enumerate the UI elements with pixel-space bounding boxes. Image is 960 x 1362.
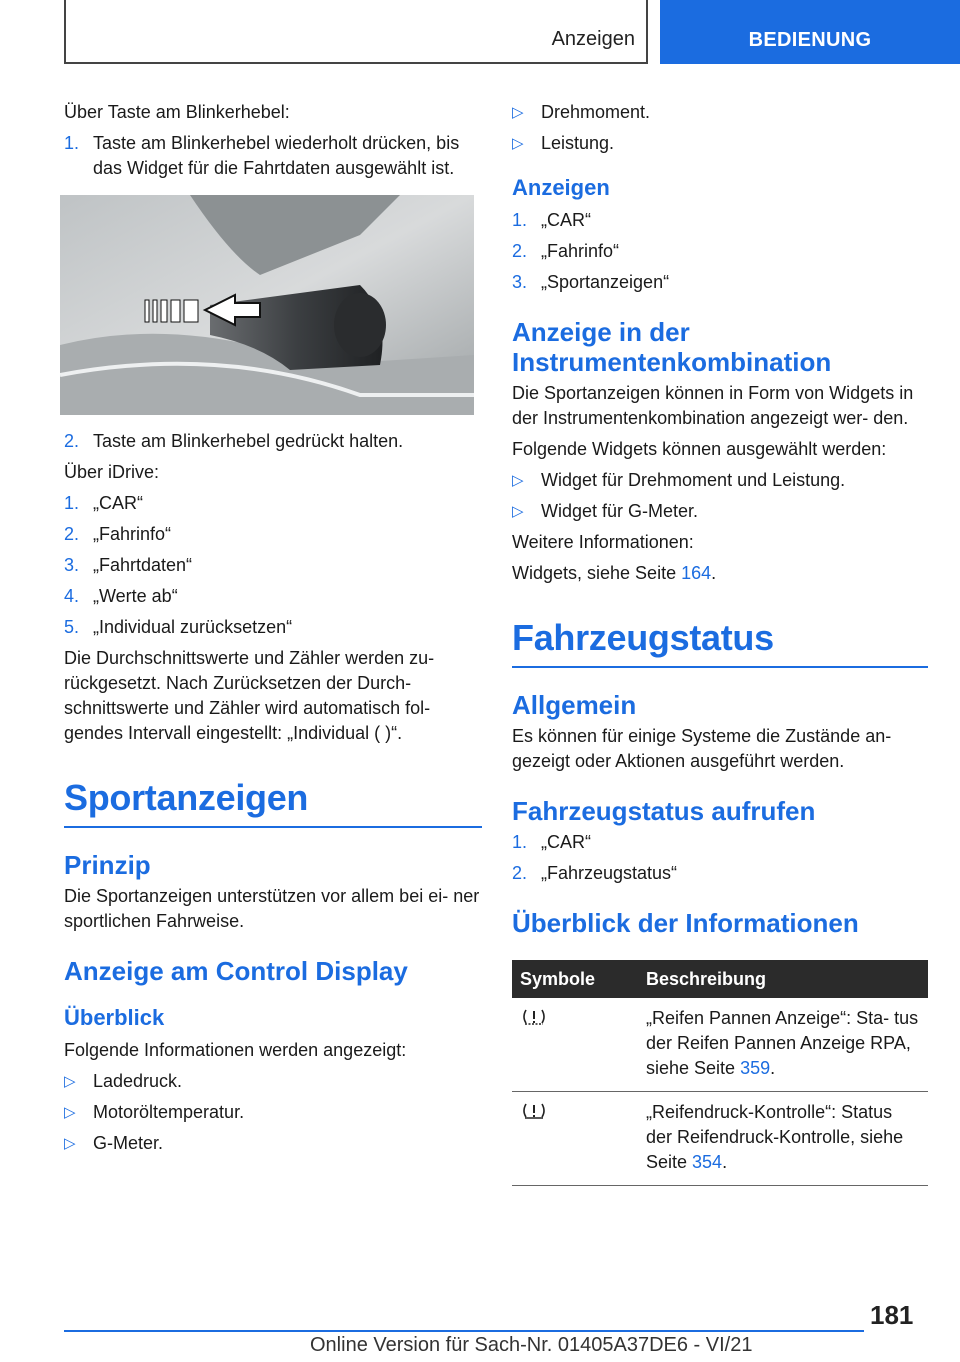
list-item-number: 3. — [64, 555, 80, 575]
list-item-number: 5. — [64, 617, 80, 637]
aufrufen-steps — [512, 830, 928, 886]
list-item-number: 2. — [64, 524, 80, 544]
right-column — [512, 100, 928, 1186]
table-row — [512, 998, 928, 1092]
list-item — [64, 1069, 482, 1094]
table-cell-symbol — [512, 1092, 638, 1186]
widgets-list — [512, 468, 928, 524]
list-item — [512, 499, 928, 524]
widgets-intro: Folgende Widgets können ausgewählt werden: — [512, 439, 887, 459]
list-item-number: 1. — [512, 210, 528, 230]
sport-title-rule — [64, 826, 482, 828]
table-header-beschreibung: Beschreibung — [638, 960, 928, 998]
list-item — [512, 239, 928, 264]
control-display-title: Anzeige am Control Display — [64, 956, 408, 986]
aufrufen-title: Fahrzeugstatus aufrufen — [512, 796, 816, 826]
tire-pressure-icon — [520, 1102, 548, 1120]
list-item-text: „Fahrinfo“ — [93, 524, 172, 544]
overview-title: Überblick — [64, 1005, 165, 1030]
list-item-number: 3. — [512, 272, 528, 292]
list-item — [64, 615, 482, 640]
row-1-page-link[interactable]: 359 — [740, 1058, 771, 1078]
list-item-text: Widget für Drehmoment und Leistung. — [541, 470, 846, 490]
widgets-ref — [512, 561, 928, 586]
list-item — [64, 491, 482, 516]
idrive-steps — [64, 491, 482, 640]
header-tab[interactable]: BEDIENUNG — [660, 0, 960, 64]
list-item-text: Taste am Blinkerhebel gedrückt halten. — [93, 431, 404, 451]
list-item-number: 1. — [64, 133, 80, 153]
table-header-symbole: Symbole — [512, 960, 638, 998]
row-1-text: „Reifen Pannen Anzeige“: Sta- tus der Reifen Pannen Anzeige RPA, siehe Seite — [646, 1008, 919, 1078]
steps-list-2 — [64, 429, 482, 454]
list-item-text: „Werte ab“ — [93, 586, 178, 606]
list-item-text: Drehmoment. — [541, 102, 651, 122]
list-item-text: „Sportanzeigen“ — [541, 272, 670, 292]
widgets-ref-end: . — [711, 563, 717, 583]
list-item-text: „CAR“ — [93, 493, 143, 513]
list-item-text: Widget für G-Meter. — [541, 501, 699, 521]
anzeigen-title: Anzeigen — [512, 175, 610, 200]
more-info: Weitere Informationen: — [512, 532, 694, 552]
status-title: Fahrzeugstatus — [512, 617, 774, 658]
footer-text: Online Version für Sach-Nr. 01405A37DE6 - VI/21 — [310, 1334, 753, 1356]
list-item-text: „Fahrtdaten“ — [93, 555, 193, 575]
list-item — [512, 861, 928, 886]
table-row — [512, 1092, 928, 1186]
list-item — [64, 1131, 482, 1156]
idrive-intro: Über iDrive: — [64, 462, 160, 482]
overview-items — [64, 1069, 482, 1156]
bullet-triangle-icon: ▷ — [64, 1104, 76, 1121]
row-2-page-link[interactable]: 354 — [692, 1152, 723, 1172]
row-1-end: . — [770, 1058, 776, 1078]
turn-signal-lever-photo — [60, 195, 474, 415]
list-item-number: 4. — [64, 586, 80, 606]
footer-rule — [64, 1330, 864, 1332]
list-item-text: „Individual zurücksetzen“ — [93, 617, 293, 637]
steps-list-1 — [64, 131, 482, 181]
list-item-text: „Fahrinfo“ — [541, 241, 620, 261]
instrument-text: Die Sportanzeigen können in Form von Widgets in der Instrumentenkombination angezeigt wer- den. — [512, 383, 914, 428]
list-item — [512, 100, 928, 125]
bullet-triangle-icon: ▷ — [512, 472, 524, 489]
widgets-page-link[interactable]: 164 — [681, 563, 712, 583]
list-item — [64, 131, 482, 181]
anzeigen-steps — [512, 208, 928, 295]
bullet-triangle-icon: ▷ — [64, 1135, 76, 1152]
row-2-text: „Reifendruck-Kontrolle“: Status der Reifendruck-Kontrolle, siehe Seite — [646, 1102, 904, 1172]
list-item-text: Taste am Blinkerhebel wiederholt drücken, bis das Widget für die Fahrtdaten ausgewählt ist. — [93, 133, 460, 178]
list-item-text: G-Meter. — [93, 1133, 164, 1153]
list-item-number: 2. — [64, 431, 80, 451]
bullet-triangle-icon: ▷ — [512, 104, 524, 121]
list-item-number: 2. — [512, 241, 528, 261]
reset-text: Die Durchschnittswerte und Zähler werden zu- rückgesetzt. Nach Zurücksetzen der Durch- schnittswerte und Zähler wird automatisch fol- gendes Intervall eingestellt: „Individual ( )“. — [64, 648, 435, 743]
bullet-triangle-icon: ▷ — [512, 503, 524, 520]
instrument-title: Anzeige in der Instrumentenkombination — [512, 317, 832, 377]
prinzip-text: Die Sportanzeigen unterstützen vor allem bei ei- ner sportlichen Fahrweise. — [64, 886, 480, 931]
list-item-number: 1. — [64, 493, 80, 513]
list-item-text: Motoröltemperatur. — [93, 1102, 245, 1122]
row-2-end: . — [722, 1152, 728, 1172]
widgets-ref-text: Widgets, siehe Seite — [512, 563, 682, 583]
list-item — [512, 270, 928, 295]
sport-title: Sportanzeigen — [64, 777, 309, 818]
table-cell-description — [638, 1092, 928, 1186]
list-item — [512, 131, 928, 156]
list-item-number: 1. — [512, 832, 528, 852]
list-item-text: „Fahrzeugstatus“ — [541, 863, 678, 883]
left-column — [64, 100, 482, 1162]
page-number: 181 — [870, 1300, 914, 1330]
bullet-triangle-icon: ▷ — [64, 1073, 76, 1090]
ueberblick-title: Überblick der Informationen — [512, 908, 859, 938]
list-item — [64, 522, 482, 547]
list-item-number: 2. — [512, 863, 528, 883]
table-cell-symbol — [512, 998, 638, 1092]
right-items — [512, 100, 928, 156]
bullet-triangle-icon: ▷ — [512, 135, 524, 152]
allgemein-title: Allgemein — [512, 690, 637, 720]
table-cell-description — [638, 998, 928, 1092]
list-item-text: Leistung. — [541, 133, 615, 153]
list-item-text: „CAR“ — [541, 210, 591, 230]
prinzip-title: Prinzip — [64, 850, 151, 880]
intro-text: Über Taste am Blinkerhebel: — [64, 102, 290, 122]
status-title-rule — [512, 666, 928, 668]
list-item — [64, 429, 482, 454]
overview-text: Folgende Informationen werden angezeigt: — [64, 1040, 407, 1060]
list-item — [512, 208, 928, 233]
table-header-row — [512, 960, 928, 998]
tire-warning-icon — [520, 1008, 548, 1026]
allgemein-text: Es können für einige Systeme die Zustände an- gezeigt oder Aktionen ausgeführt werden. — [512, 726, 892, 771]
list-item — [512, 468, 928, 493]
list-item — [512, 830, 928, 855]
list-item — [64, 553, 482, 578]
info-table — [512, 960, 928, 1186]
header-section-title: Anzeigen — [551, 28, 635, 50]
list-item — [64, 1100, 482, 1125]
list-item — [64, 584, 482, 609]
list-item-text: „CAR“ — [541, 832, 591, 852]
list-item-text: Ladedruck. — [93, 1071, 183, 1091]
